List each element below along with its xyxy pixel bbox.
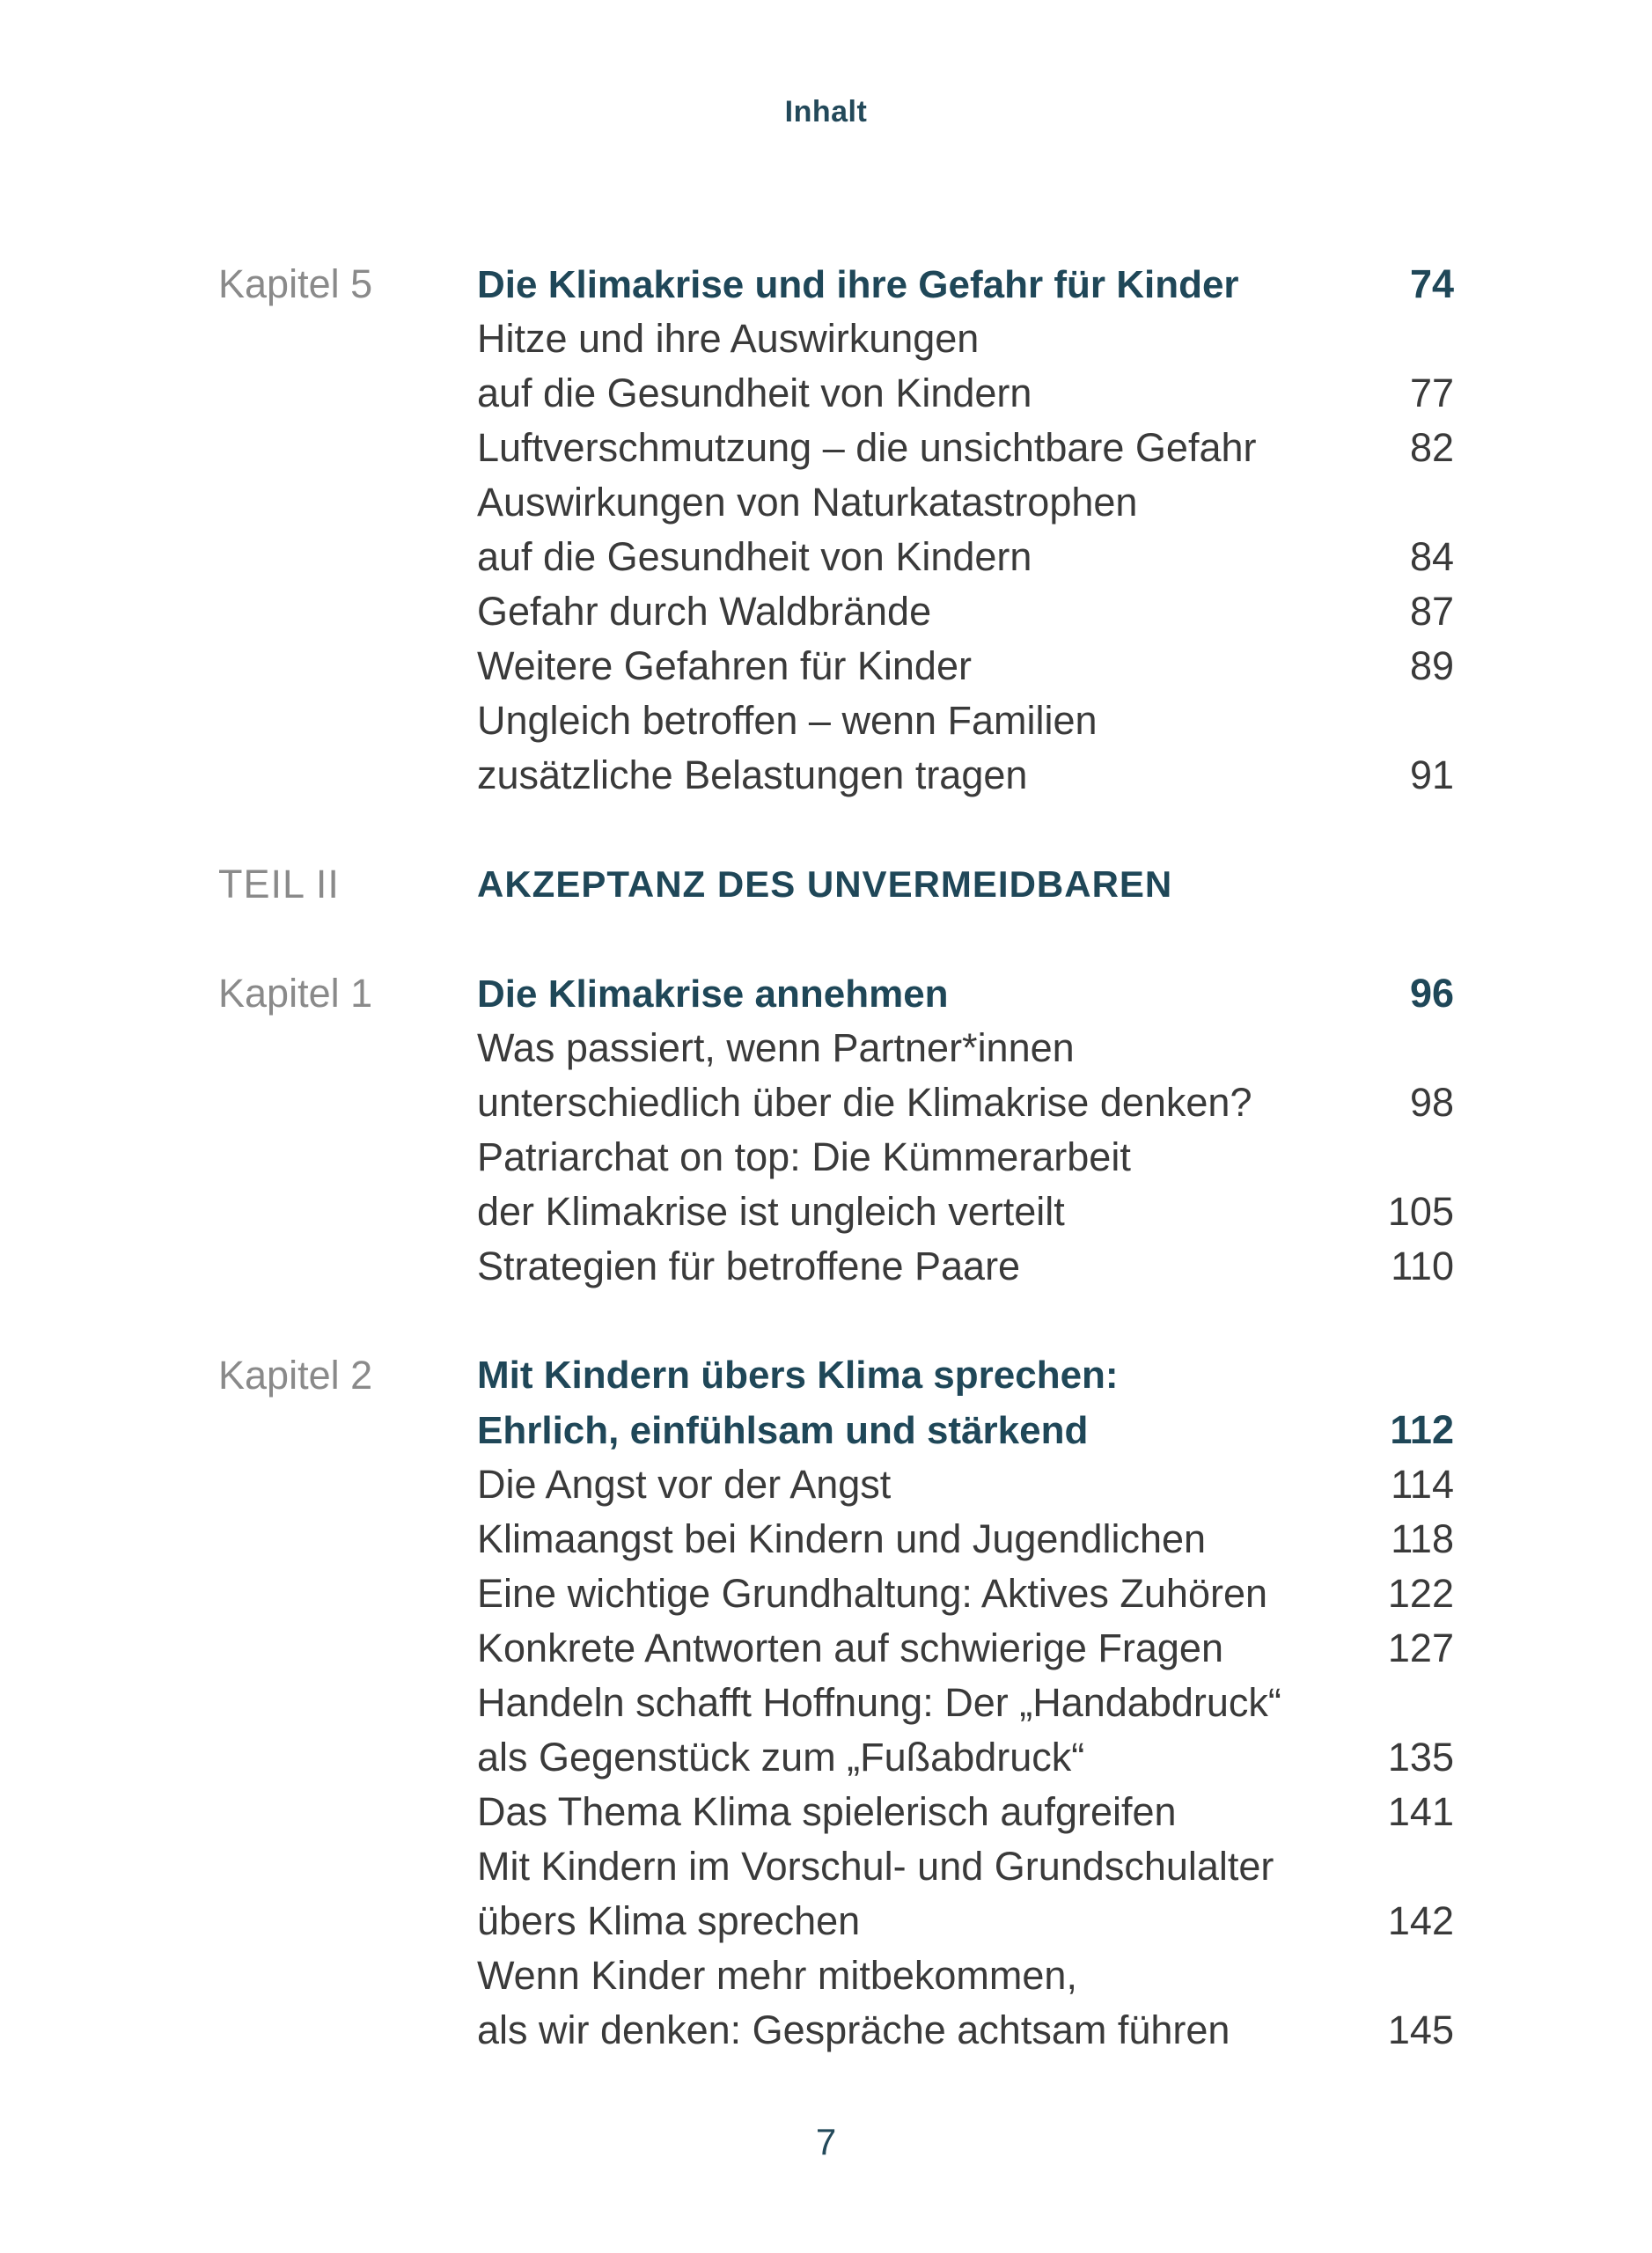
toc-entry-title: Mit Kindern übers Klima sprechen: [477,1354,1119,1397]
toc-entry[interactable] [477,1839,1454,1894]
toc-entry-title: Die Angst vor der Angst [477,1462,892,1507]
toc-part-heading[interactable] [477,857,1454,912]
running-head: Inhalt [784,95,868,128]
toc-entry-title: Was passiert, wenn Partner*innen [477,1025,1075,1070]
toc-entry[interactable] [477,475,1454,530]
toc-entry[interactable] [477,1021,1454,1075]
toc-chapter-heading[interactable] [477,257,1454,312]
toc-entry-page: 114 [1391,1462,1454,1507]
toc-entry[interactable] [477,639,1454,694]
toc-entry[interactable] [477,1730,1454,1785]
section-entries [477,857,1454,912]
toc-entry-title: zusätzliche Belastungen tragen [477,752,1028,797]
toc-entry[interactable] [477,1948,1454,2003]
toc-entry[interactable] [477,1457,1454,1512]
toc-entry-page: 122 [1387,1571,1454,1616]
toc-entry-title: Ehrlich, einfühlsam und stärkend [477,1409,1089,1452]
toc-entry[interactable] [477,1075,1454,1130]
toc-entry-page: 91 [1409,752,1454,797]
toc-entry-title: Weitere Gefahren für Kinder [477,643,972,688]
toc-entry-title: Eine wichtige Grundhaltung: Aktives Zuhören [477,1571,1268,1616]
toc-entry-page: 142 [1387,1898,1454,1943]
toc-entry-page: 98 [1409,1080,1454,1125]
toc-entry[interactable] [477,1239,1454,1294]
toc-entry-title: übers Klima sprechen [477,1898,861,1943]
table-of-contents [0,257,1652,2058]
toc-entry-page: 96 [1409,971,1454,1016]
toc-entry-page: 110 [1391,1244,1454,1288]
section-label: Kapitel 2 [218,1353,373,1398]
toc-entry-page: 82 [1409,425,1454,470]
toc-entry-title: Das Thema Klima spielerisch aufgreifen [477,1789,1177,1834]
toc-entry[interactable] [477,1512,1454,1567]
toc-entry-page: 74 [1409,261,1454,306]
toc-entry-title: unterschiedlich über die Klimakrise denken? [477,1080,1252,1125]
toc-section-teil-2 [0,857,1652,912]
section-entries [477,257,1454,803]
toc-entry[interactable] [477,421,1454,475]
toc-entry-title: Auswirkungen von Naturkatastrophen [477,480,1138,525]
toc-entry-title: Die Klimakrise und ihre Gefahr für Kinder [477,263,1239,306]
toc-entry-title: als wir denken: Gespräche achtsam führen [477,2007,1230,2052]
toc-entry[interactable] [477,1185,1454,1239]
toc-entry[interactable] [477,366,1454,421]
toc-entry[interactable] [477,1621,1454,1676]
section-entries [477,1348,1454,2058]
toc-entry-title: Handeln schafft Hoffnung: Der „Handabdruck“ [477,1680,1281,1725]
toc-entry-page: 105 [1387,1189,1454,1234]
toc-entry[interactable] [477,748,1454,803]
toc-entry[interactable] [477,2003,1454,2058]
toc-entry-title: AKZEPTANZ DES UNVERMEIDBAREN [477,863,1173,905]
toc-chapter-heading[interactable] [477,1403,1454,1457]
toc-entry-title: Ungleich betroffen – wenn Familien [477,698,1098,743]
toc-entry-page: 112 [1390,1407,1454,1452]
toc-entry[interactable] [477,694,1454,748]
toc-entry-title: Luftverschmutzung – die unsichtbare Gefahr [477,425,1257,470]
toc-chapter-heading[interactable] [477,966,1454,1021]
toc-entry-page: 135 [1387,1735,1454,1780]
toc-entry-title: Strategien für betroffene Paare [477,1244,1021,1288]
section-label: Kapitel 5 [218,261,373,306]
toc-entry-title: Klimaangst bei Kindern und Jugendlichen [477,1516,1207,1561]
toc-entry-page: 145 [1387,2007,1454,2052]
toc-entry[interactable] [477,1894,1454,1948]
toc-entry[interactable] [477,1785,1454,1839]
toc-chapter-heading[interactable] [477,1348,1454,1403]
toc-section-kapitel-1 [0,966,1652,1294]
toc-entry-title: Patriarchat on top: Die Kümmerarbeit [477,1134,1131,1179]
page-number: 7 [815,2121,837,2162]
toc-entry-title: der Klimakrise ist ungleich verteilt [477,1189,1065,1234]
toc-entry[interactable] [477,1676,1454,1730]
toc-entry-page: 118 [1391,1516,1454,1561]
toc-entry-page: 84 [1409,534,1454,579]
toc-entry[interactable] [477,312,1454,366]
toc-entry-title: auf die Gesundheit von Kindern [477,371,1032,415]
section-label: Kapitel 1 [218,971,373,1016]
toc-entry[interactable] [477,530,1454,584]
toc-entry-title: Die Klimakrise annehmen [477,972,949,1016]
toc-entry-page: 87 [1409,589,1454,634]
toc-entry[interactable] [477,584,1454,639]
toc-entry-page: 77 [1409,371,1454,415]
toc-entry-title: Mit Kindern im Vorschul- und Grundschulalter [477,1844,1274,1889]
toc-entry[interactable] [477,1567,1454,1621]
toc-section-kapitel-5 [0,257,1652,803]
toc-entry-title: auf die Gesundheit von Kindern [477,534,1032,579]
toc-section-kapitel-2 [0,1348,1652,2058]
section-label: TEIL II [218,862,340,906]
toc-entry-title: Wenn Kinder mehr mitbekommen, [477,1953,1077,1998]
toc-entry-page: 89 [1409,643,1454,688]
toc-entry-title: Hitze und ihre Auswirkungen [477,316,980,361]
toc-entry[interactable] [477,1130,1454,1185]
toc-entry-page: 127 [1387,1626,1454,1670]
toc-entry-page: 141 [1387,1789,1454,1834]
toc-entry-title: Konkrete Antworten auf schwierige Fragen [477,1626,1223,1670]
section-entries [477,966,1454,1294]
toc-entry-title: als Gegenstück zum „Fußabdruck“ [477,1735,1085,1780]
toc-entry-title: Gefahr durch Waldbrände [477,589,932,634]
